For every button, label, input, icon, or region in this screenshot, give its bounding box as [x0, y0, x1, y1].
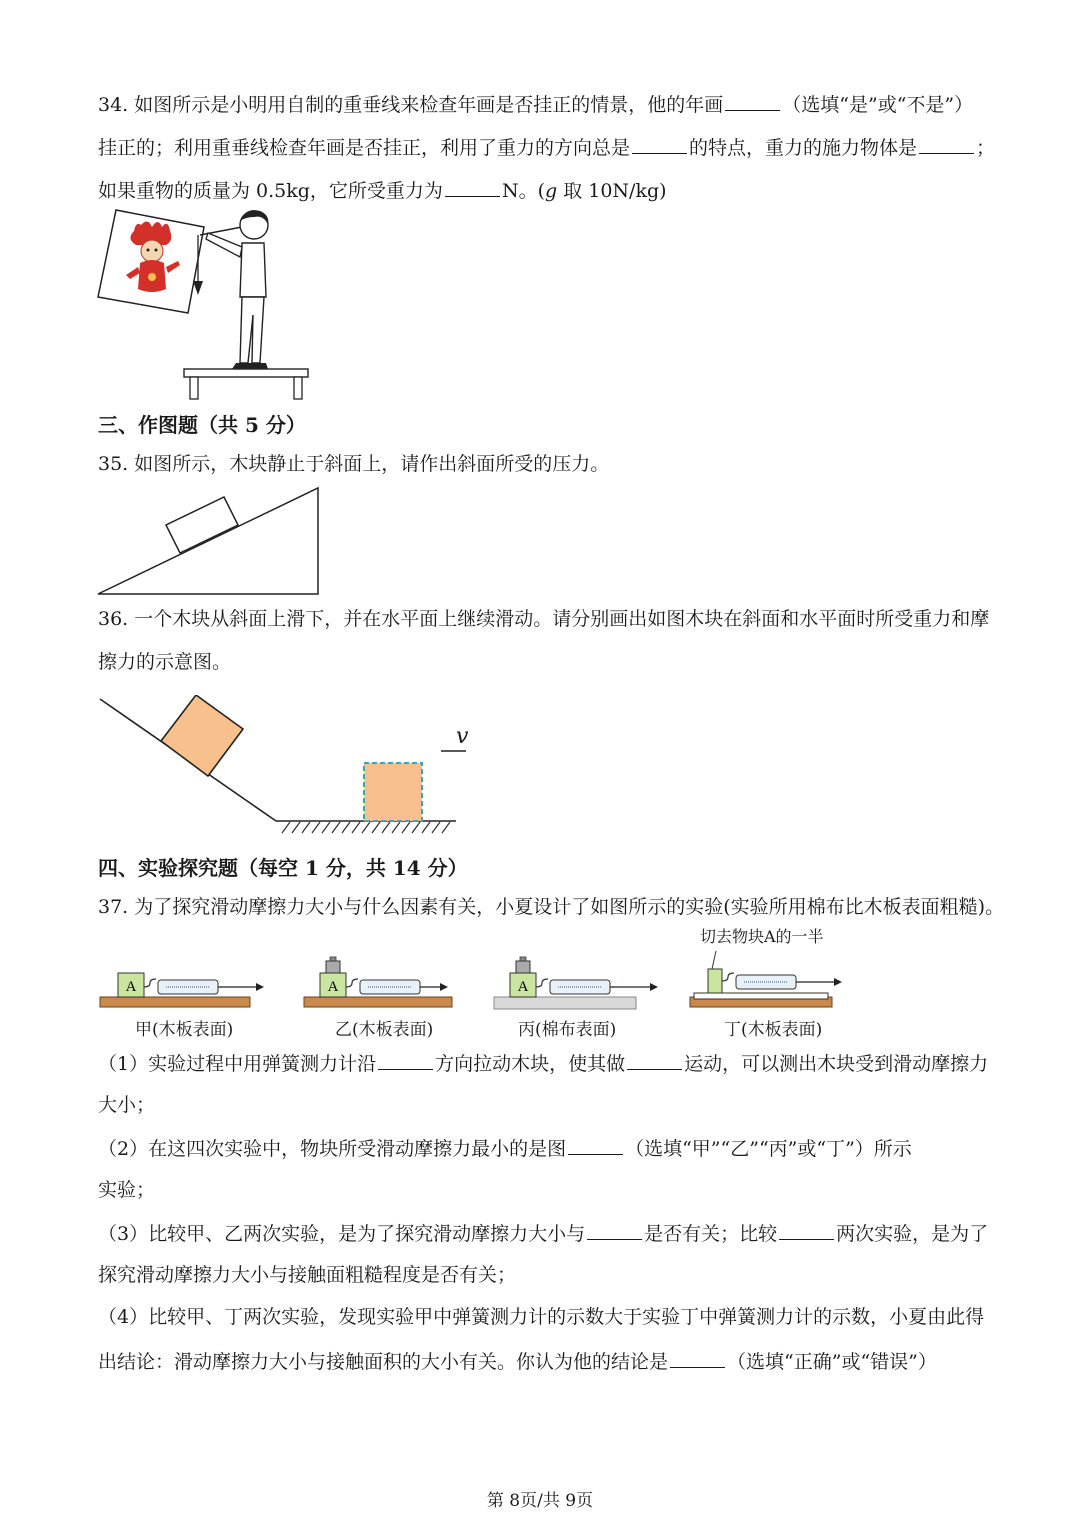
q36-line-2: 擦力的示意图。: [98, 651, 232, 673]
boy-figure: [206, 210, 268, 369]
answer-blank[interactable]: [627, 1053, 682, 1070]
q37-p4-line-2: [98, 1351, 937, 1372]
q37-p3-line-2: 探究滑动摩擦力大小与接触面粗糙程度是否有关；: [98, 1264, 517, 1286]
answer-blank[interactable]: [919, 137, 974, 154]
ground-hatching: [282, 822, 450, 833]
q34-text: 34. 如图所示是小明用自制的重垂线来检查年画是否挂正的情景，他的年画: [98, 94, 724, 116]
q34-line-1: [98, 94, 973, 115]
caption-ding: 丁(木板表面): [724, 1020, 823, 1040]
block-label: A: [517, 979, 529, 995]
caption-bing: 丙(棉布表面): [518, 1020, 617, 1040]
q34-line-3: [98, 180, 667, 201]
experiment-bing: [494, 957, 658, 1009]
plumb-line-figure: [96, 205, 316, 400]
answer-blank[interactable]: [445, 180, 500, 197]
answer-blank[interactable]: [779, 1223, 834, 1240]
q37-p1-line-1: [98, 1053, 988, 1074]
sliding-block-figure: [96, 695, 469, 845]
q37-p3-line-1: [98, 1223, 988, 1244]
plumb-bob-arrow: [193, 281, 203, 295]
section-3-title: 三、作图题（共 5 分）: [98, 413, 306, 437]
experiment-yi: [304, 957, 452, 1007]
q34-line-2: [98, 137, 995, 158]
answer-blank[interactable]: [587, 1223, 642, 1240]
answer-blank[interactable]: [568, 1138, 623, 1155]
q34-text: 的特点，重力的施力物体是: [689, 137, 918, 159]
q37-text: （选填“甲”“乙”“丙”或“丁”）所示: [625, 1138, 912, 1160]
q37-text: （1）实验过程中用弹簧测力计沿: [98, 1053, 377, 1075]
q37-p4-line-1: （4）比较甲、丁两次实验，发现实验甲中弹簧测力计的示数大于实验丁中弹簧测力计的示数，小夏由此得: [98, 1306, 985, 1328]
q37-intro: 37. 为了探究滑动摩擦力大小与什么因素有关，小夏设计了如图所示的实验(实验所用棉布比木板表面粗糙)。: [98, 896, 1005, 918]
block-on-slope: [161, 695, 243, 776]
q34-text: 挂正的；利用重垂线检查年画是否挂正，利用了重力的方向总是: [98, 137, 631, 159]
q37-text: （2）在这四次实验中，物块所受滑动摩擦力最小的是图: [98, 1138, 567, 1160]
block-on-ground: [364, 763, 422, 821]
q37-text: （选填“正确”或“错误”）: [727, 1351, 937, 1373]
page-number: 第 8页/共 9页: [486, 1491, 594, 1511]
caption-jia: 甲(木板表面): [135, 1020, 234, 1040]
q35-text: 35. 如图所示，木块静止于斜面上，请作出斜面所受的压力。: [98, 453, 610, 475]
q37-p1-line-2: 大小；: [98, 1094, 156, 1116]
answer-blank[interactable]: [632, 137, 687, 154]
cut-note: 切去物块A的一半: [700, 927, 824, 946]
friction-experiments-figure: [96, 945, 856, 1015]
q36-line-1: 36. 一个木块从斜面上滑下，并在水平面上继续滑动。请分别画出如图木块在斜面和水平面时所受重力和摩: [98, 608, 990, 630]
g-symbol: g: [544, 180, 558, 202]
q37-text: 两次实验，是为了: [836, 1223, 989, 1245]
q34-text: N。(: [501, 180, 545, 202]
answer-blank[interactable]: [670, 1351, 725, 1368]
answer-blank[interactable]: [378, 1053, 433, 1070]
q37-text: 方向拉动木块，使其做: [435, 1053, 626, 1075]
q37-text: （3）比较甲、乙两次实验，是为了探究滑动摩擦力大小与: [98, 1223, 586, 1245]
block-label: A: [125, 979, 137, 995]
answer-blank[interactable]: [725, 94, 780, 111]
incline-block-figure: [96, 482, 324, 598]
block-label: A: [327, 979, 339, 995]
caption-yi: 乙(木板表面): [335, 1020, 434, 1040]
q37-text: 是否有关；比较: [644, 1223, 778, 1245]
experiment-jia: [100, 973, 264, 1007]
q37-p2-line-2: 实验；: [98, 1179, 156, 1201]
q34-text: 如果重物的质量为 0.5kg，它所受重力为: [98, 180, 443, 202]
stool: [184, 369, 308, 399]
q37-text: 运动，可以测出木块受到滑动摩擦力: [684, 1053, 989, 1075]
section-4-title: 四、实验探究题（每空 1 分，共 14 分）: [98, 856, 468, 880]
velocity-label: v: [456, 724, 469, 749]
q34-text: ；: [976, 137, 996, 159]
q37-text: 出结论：滑动摩擦力大小与接触面积的大小有关。你认为他的结论是: [98, 1351, 669, 1373]
q37-p2-line-1: [98, 1138, 912, 1159]
q34-text: （选填“是”或“不是”）: [782, 94, 974, 116]
experiment-ding: [690, 951, 842, 1007]
q34-text: 取 10N/kg): [557, 180, 667, 202]
